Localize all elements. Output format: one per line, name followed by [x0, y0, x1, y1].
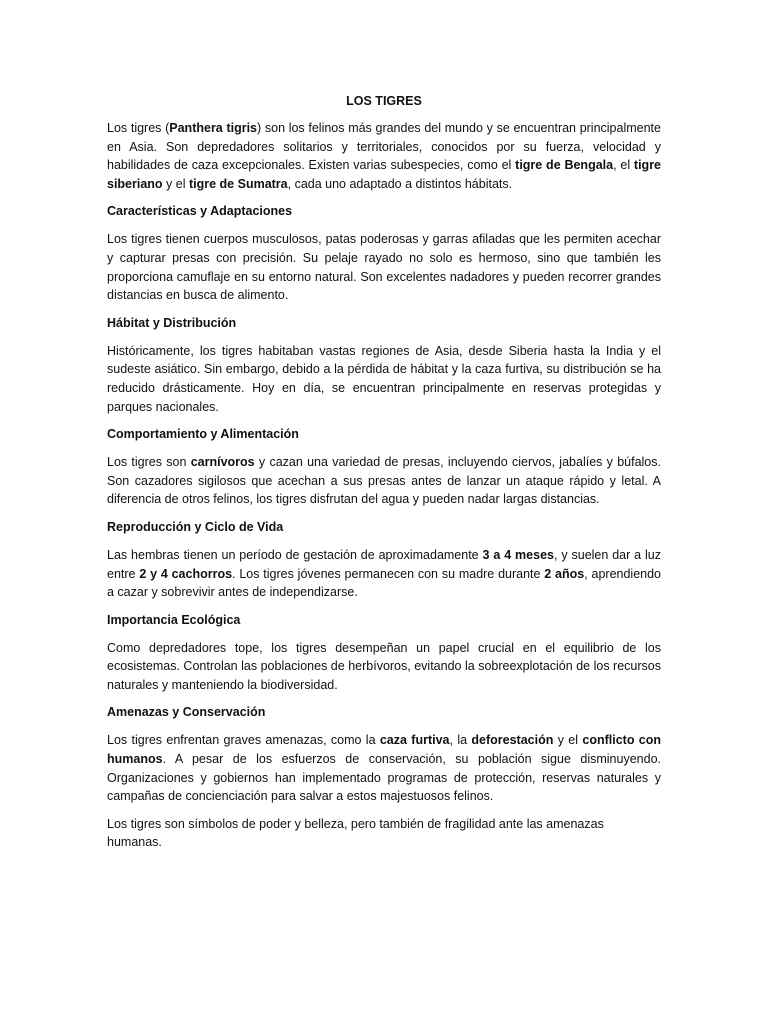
paragraph-importancia: Como depredadores tope, los tigres desempeñan un papel crucial en el equilibrio de los ecosistemas. Controlan las poblaciones de herbívoros, evitando la sobreexplotación de los recursos naturales y manteniendo la biodiversidad.	[107, 640, 661, 692]
reproduccion-bold-cubs: 2 y 4 cachorros	[139, 566, 233, 581]
amenazas-bold-caza-furtiva: caza furtiva	[379, 733, 450, 748]
intro-text-4: y el	[162, 176, 189, 191]
heading-habitat: Hábitat y Distribución	[107, 315, 237, 330]
heading-caracteristicas: Características y Adaptaciones	[107, 204, 293, 219]
amenazas-bold-deforestacion: deforestación	[471, 733, 554, 748]
paragraph-reproduccion	[107, 546, 661, 602]
intro-text-3: , el	[613, 158, 634, 173]
reproduccion-text-4: , aprendiendo a cazar y sobrevivir antes de independizarse.	[107, 566, 662, 600]
heading-importancia: Importancia Ecológica	[107, 612, 241, 627]
closing-paragraph: Los tigres son símbolos de poder y belleza, pero también de fragilidad ante las amenazas humanas.	[107, 816, 604, 850]
intro-bold-bengal: tigre de Bengala	[515, 158, 614, 173]
paragraph-comportamiento	[107, 453, 661, 509]
comportamiento-text-2: y cazan una variedad de presas, incluyendo ciervos, jabalíes y búfalos. Son cazadores sigilosos que acechan a sus presas antes de lanzar un ataque rápido y letal. A diferencia de otros felinos, los tigres disfrutan del agua y pueden nadar largas distancias.	[107, 455, 661, 507]
paragraph-amenazas	[107, 731, 661, 805]
heading-reproduccion: Reproducción y Ciclo de Vida	[107, 519, 284, 534]
reproduccion-text-3: . Los tigres jóvenes permanecen con su madre durante	[232, 566, 545, 581]
comportamiento-bold-carnivoros: carnívoros	[190, 455, 255, 470]
intro-bold-scientific-name: Panthera tigris	[169, 121, 258, 135]
intro-text-1: Los tigres (	[107, 121, 170, 135]
reproduccion-bold-years: 2 años	[544, 566, 585, 581]
amenazas-text-3: y el	[553, 733, 583, 748]
amenazas-text-1: Los tigres enfrentan graves amenazas, como la	[107, 733, 380, 748]
amenazas-text-4: . A pesar de los esfuerzos de conservación, su población sigue disminuyendo. Organizaciones y gobiernos han implementado programas de protección, reservas naturales y campañas de concienciación para salvar a estos majestuosos felinos.	[107, 752, 661, 804]
reproduccion-bold-gestation: 3 a 4 meses	[482, 547, 554, 562]
document-title: LOS TIGRES	[346, 94, 422, 108]
intro-bold-sumatra: tigre de Sumatra	[188, 176, 288, 191]
heading-comportamiento: Comportamiento y Alimentación	[107, 427, 299, 442]
intro-text-2: ) son los felinos más grandes del mundo y se encuentran principalmente en Asia. Son depredadores solitarios y territoriales, conocidos por su fuerza, velocidad y habilidades de caza excepcionales. Existen varias subespecies, como el	[107, 121, 661, 173]
comportamiento-text-1: Los tigres son	[107, 455, 191, 470]
amenazas-text-2: , la	[449, 733, 472, 748]
paragraph-habitat: Históricamente, los tigres habitaban vastas regiones de Asia, desde Siberia hasta la India y el sudeste asiático. Sin embargo, debido a la pérdida de hábitat y la caza furtiva, su distribución se ha reducido drásticamente. Hoy en día, se encuentran principalmente en reservas protegidas y parques nacionales.	[107, 343, 661, 414]
intro-bold-siberian: tigre siberiano	[107, 158, 662, 191]
intro-paragraph	[107, 119, 661, 193]
intro-text-5: , cada uno adaptado a distintos hábitats.	[287, 176, 513, 191]
paragraph-caracteristicas: Los tigres tienen cuerpos musculosos, patas poderosas y garras afiladas que les permiten acechar y capturar presas con precisión. Su pelaje rayado no solo es hermoso, sino que también les proporciona camuflaje en su entorno natural. Son excelentes nadadores y pueden recorrer grandes distancias en busca de alimento.	[107, 232, 661, 303]
reproduccion-text-1: Las hembras tienen un período de gestación de aproximadamente	[107, 547, 483, 562]
reproduccion-text-2: , y suelen dar a luz entre	[107, 547, 661, 581]
amenazas-bold-conflicto: conflicto con humanos	[107, 733, 662, 767]
heading-amenazas: Amenazas y Conservación	[107, 705, 266, 720]
